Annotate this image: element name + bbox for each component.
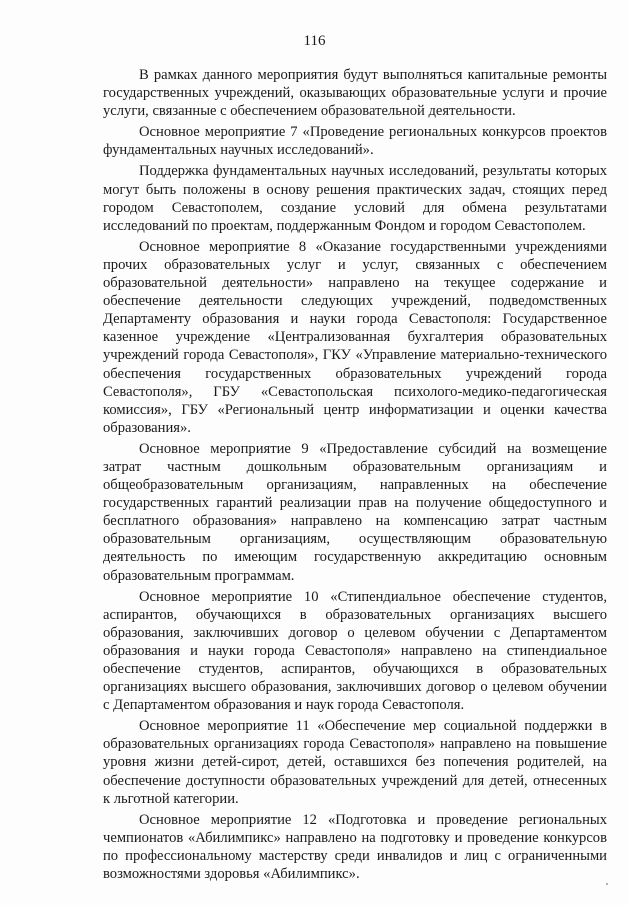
- document-body: [103, 66, 607, 883]
- paragraph-activity-7: Основное мероприятие 7 «Проведение региональных конкурсов проектов фундаментальных научных исследований».: [103, 124, 607, 159]
- scan-speck: [606, 883, 608, 885]
- paragraph-activity-11: Основное мероприятие 11 «Обеспечение мер социальной поддержки в образовательных организациях города Севастополя» направлено на повышение уровня жизни детей-сирот, детей, оставшихся без попечения родителей, на обеспечение доступности образовательных учреждений для детей, отнесенных к льготной категории.: [103, 718, 607, 807]
- paragraph-activity-12: Основное мероприятие 12 «Подготовка и проведение региональных чемпионатов «Абилимпикс» направлено на подготовку и проведение конкурсов по профессиональному мастерству среди инвалидов и лиц с ограниченными возможностями здоровья «Абилимпикс».: [103, 811, 607, 883]
- paragraph-capital-repairs: В рамках данного мероприятия будут выполняться капитальные ремонты государственных учреждений, оказывающих образовательные услуги и прочие услуги, связанные с обеспечением образовательной деятельности.: [103, 67, 607, 120]
- paragraph-activity-8: Основное мероприятие 8 «Оказание государственными учреждениями прочих образовательных услуг и услуг, связанных с обеспечением образовательной деятельности» направлено на текущее содержание и обеспечение деятельности следующих учреждений, подведомственных Департаменту образования и науки города Севастополя: Государственное казенное учреждение «Централизованная бухгалтерия образовательных учреждений города Севастополя», ГКУ «Управление материально-технического обеспечения государственных образовательных учреждений города Севастополя», ГБУ «Севастопольская психолого-медико-педагогическая комиссия», ГБУ «Региональный центр информатизации и оценки качества образования».: [103, 238, 607, 436]
- paragraph-fundamental-research: Поддержка фундаментальных научных исследований, результаты которых могут быть положены в основу решения практических задач, стоящих перед городом Севастополем, создание условий для обмена результатами исследований по проектам, поддержанным Фондом и городом Севастополем.: [103, 163, 607, 234]
- paragraph-activity-9: Основное мероприятие 9 «Предоставление субсидий на возмещение затрат частным дошкольным образовательным организациям и общеобразовательным организациям, направленных на обеспечение государственных гарантий реализации прав на получение общедоступного и бесплатного образования» направлено на компенсацию затрат частным образовательным организациям, осуществляющим образовательную деятельность по имеющим государственную аккредитацию основным образовательным программам.: [103, 440, 607, 584]
- paragraph-activity-10: Основное мероприятие 10 «Стипендиальное обеспечение студентов, аспирантов, обучающихся в образовательных организациях высшего образования, заключивших договор о целевом обучении с Департаментом образования и науки города Севастополя» направлено на стипендиальное обеспечение студентов, аспирантов, обучающихся в образовательных организациях высшего образования, заключивших договор о целевом обучении с Департаментом образования и наук города Севастополя.: [103, 588, 607, 714]
- page-number: 116: [303, 33, 326, 49]
